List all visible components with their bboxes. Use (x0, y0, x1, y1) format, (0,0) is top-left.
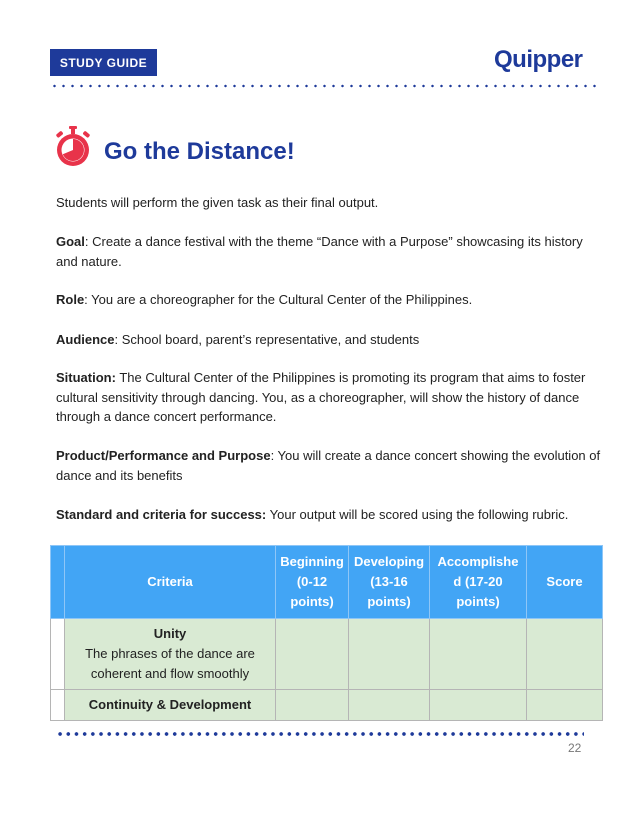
standard-text: Your output will be scored using the following rubric. (266, 507, 569, 522)
quipper-logo: Quipper (494, 46, 583, 73)
criteria-title: Continuity & Development (88, 697, 252, 712)
score-cell (527, 690, 603, 721)
goal-label: Goal (56, 234, 85, 249)
developing-cell (349, 690, 430, 721)
product-paragraph (56, 446, 604, 485)
stopwatch-icon (56, 125, 90, 167)
rubric-header-criteria: Criteria (65, 546, 276, 619)
audience-label: Audience (56, 332, 115, 347)
product-text: : You will create a dance concert showing the evolution of dance and its benefits (56, 448, 601, 483)
developing-cell (349, 619, 430, 690)
criteria-description: The phrases of the dance are coherent and flow smoothly (85, 646, 255, 681)
rubric-header-spacer (51, 546, 65, 619)
rubric-header-row (51, 546, 603, 619)
rubric-header-beginning: Beginning (0-12 points) (276, 546, 349, 619)
criteria-title: Unity (153, 626, 187, 641)
rubric-header-developing: Developing (13-16 points) (349, 546, 430, 619)
dotted-divider-bottom (56, 731, 584, 737)
row-spacer (51, 619, 65, 690)
table-row (51, 619, 603, 690)
page-number: 22 (568, 741, 582, 755)
section-title: Go the Distance! (104, 138, 295, 165)
product-label: Product/Performance and Purpose (56, 448, 271, 463)
goal-text: : Create a dance festival with the theme “Dance with a Purpose” showcasing its history and nature. (56, 234, 583, 269)
row-spacer (51, 690, 65, 721)
criteria-cell (65, 690, 276, 721)
criteria-cell (65, 619, 276, 690)
situation-paragraph (56, 368, 604, 427)
intro-text: Students will perform the given task as their final output. (56, 195, 379, 210)
standard-label: Standard and criteria for success: (56, 507, 267, 522)
situation-label: Situation: (56, 370, 116, 385)
role-paragraph (56, 290, 604, 310)
role-label: Role (56, 292, 85, 307)
beginning-cell (276, 619, 349, 690)
goal-paragraph (56, 232, 604, 271)
score-cell (527, 619, 603, 690)
situation-text: The Cultural Center of the Philippines is promoting its program that aims to foster cultural sensitivity through dancing. You, as a choreographer, will show the history of dance through a dance concert performance. (56, 370, 586, 424)
beginning-cell (276, 690, 349, 721)
table-row (51, 690, 603, 721)
rubric-table (50, 545, 603, 721)
audience-text: : School board, parent’s representative, and students (114, 332, 420, 347)
rubric-header-accomplished: Accomplishe d (17-20 points) (430, 546, 527, 619)
dotted-divider-top (50, 84, 598, 88)
accomplished-cell (430, 619, 527, 690)
standard-paragraph (56, 505, 604, 525)
rubric-header-score: Score (527, 546, 603, 619)
study-guide-badge: STUDY GUIDE (50, 49, 157, 76)
role-text: : You are a choreographer for the Cultural Center of the Philippines. (84, 292, 473, 307)
audience-paragraph (56, 330, 604, 350)
accomplished-cell (430, 690, 527, 721)
